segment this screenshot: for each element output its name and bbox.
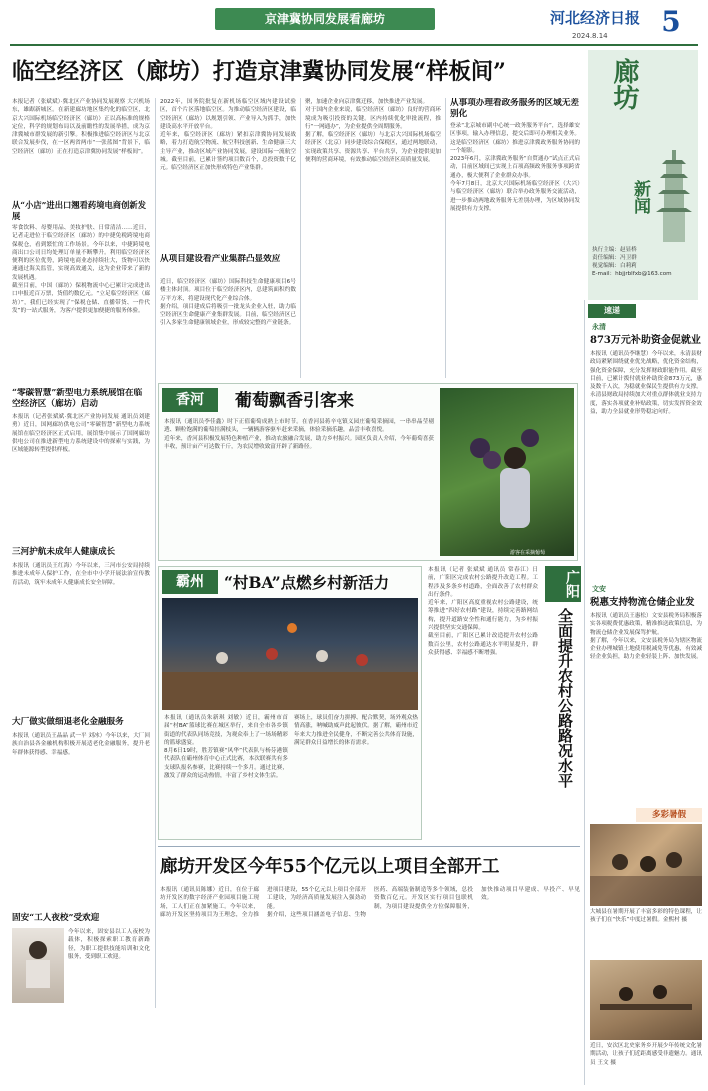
subhead-dachang: 大厂做实做细退老化金融服务 [12, 717, 124, 727]
night-school-photo [12, 928, 64, 1003]
col2-body: 2022年，国务院批复在新机场临空区域内建设试验区，首个片区落地临空区。为推动临空经济区建设，临空经济区（廊坊）以规划引领、产业导入为抓手，加快建设高水平开放平台。 近年来，临空经济区（廊坊）紧扣京津冀协同发展战略，着力打造航空物流、航空科技创新、生命健康三大主导产业，推动区域产业协同发展，建设国际一流航空城。截至目前，已累计签约项目数百个，总投资数千亿元。临空经济区正加快形成特色产业集群。 [160, 99, 296, 172]
col-divider-3 [445, 98, 446, 378]
right-item2-title: 税惠支持物流仓储企业发 [590, 597, 695, 608]
subhead-guan-night-school: 固安“工人夜校”受欢迎 [12, 913, 100, 923]
grape-photo-caption: 游客在采摘葡萄 [510, 550, 546, 556]
subhead-zero-carbon: “零碳智慧”新型电力系统展馆在临空经济区（廊坊）启动 [12, 388, 143, 409]
village-basketball-photo [162, 598, 418, 710]
bottom-body: 本报讯（通讯员陈娜）近日，在位于廊坊开发区的数字经济产业园项目施工现场，工人们正在加紧施工。今年以来，廊坊开发区坚持项目为王理念，全力推进项目建设，55个亿元以上项目全部开工建设，为经济高质量发展注入强劲动能。 据介绍，这些项目涵盖电子信息、生物医药、高端装备制造等多个领域，总投资数百亿元。开发区实行项目包联机制，为项目建设提供全方位保障服务，加快推动项目早建成、早投产、早见效。 [160, 887, 580, 918]
editor-line: E-mail：hbjjrblfxb@163.com [592, 271, 672, 277]
subhead-industrial-cluster: 从项目建设看产业集群凸显效应 [160, 254, 281, 264]
editor-line: 视觉编辑：白莉莉 [592, 263, 637, 269]
subhead-government-services: 从事项办理看政务服务的区域无差别化 [450, 98, 579, 119]
col1-body4: 本报讯（通讯员王晶晶 武一平 刘冰）今年以来，大厂回族自治县各金融机构积极开展适老化金融服务，提升老年群体获得感、幸福感。 [12, 733, 150, 756]
right-column-divider [584, 300, 585, 1085]
speed-label: 速递 [588, 304, 636, 318]
subhead-cross-border-ecommerce: 从“小店”进出口翘看药境电商创新发展 [12, 200, 146, 221]
page-headline: 临空经济区（廊坊）打造京津冀协同发展“样板间” [12, 59, 506, 85]
heritage-activity-photo [590, 960, 702, 1040]
editor-credits [592, 246, 696, 296]
subhead-sanhe: 三河护航未成年人健康成长 [12, 547, 116, 557]
guangyang-body: 本报讯（记者 张斌斌 通讯员 常春江）日前，广阳区完成农村公路提升改造工程。工程涉及多条乡村道路，全面改善了农村群众出行条件。 近年来，广阳区高度重视农村公路建设，统筹推进“四好农村路”建设，持续完善路网结构，提升道路安全性和通行能力，为乡村振兴提供坚实交通保障。 截至目前，广阳区已累计改造提升农村公路数百公里，农村公路通达水平明显提升，群众获得感、幸福感不断增强。 [428, 567, 538, 656]
guangyang-vertical-title: 全面提升农村公路路况水平 [556, 608, 574, 788]
bazhou-body: 本报讯（通讯员朱新琪 刘敏）近日，霸州市首届“村BA”篮球比赛在城区举行，来自全市各乡镇街道的代表队同场竞技，为观众奉上了一场场精彩的篮球盛宴。 8月6日19时，胜芳镇赛“风华”代表队与杨芬港镇代表队在霸州体育中心正式比赛，本次联赛共有多支球队报名参赛，比赛持续一个多月。通过比赛，激发了群众的运动热情，丰富了乡村文体生活。 [164, 715, 288, 780]
right-item1-body: 本报讯（通讯员李继慧）今年以来，永清县财政局紧紧围绕就业优先战略，优化资金结构，强化资金保障，充分发挥财政职能作用。截至目前，已累计拨付就业补助资金873万元，惠及数千人次，为稳就业保民生提供有力支撑。 永清县财政局持续加大对重点群体就业支持力度，落实各项就业补贴政策，切实发挥资金效益，助力全县就业形势稳定向好。 [590, 351, 702, 416]
pagoda-illustration [654, 150, 694, 242]
col2-body2: 近日，临空经济区（廊坊）国际科技生命健康项目6号楼主体封顶。项目位于临空经济区内，总建筑面积约数万平方米，将建设现代化产业综合体。 据介绍，项目建成后将吸引一批龙头企业入驻，助力临空经济区生命健康产业集群发展。目前，临空经济区已引入多家生命健康领域企业，形成较完整的产业链条。 [160, 279, 296, 327]
editor-line: 执行主编：赵显桥 [592, 247, 637, 253]
heritage-activity-caption: 近日，安次区北史家务乡开展少年传统文化暑期活动，让孩子们近距离感受非遗魅力。通讯员 王文 摄 [590, 1043, 702, 1066]
xianghe-tag: 香河 [162, 388, 218, 412]
xianghe-title: 葡萄飘香引客来 [235, 391, 354, 411]
section-title-langfang: 廊坊 [609, 58, 639, 110]
col1-body2: 本报讯（记者张斌斌·冀北区产业协同发展 通讯员刘建勇）近日，国网廊坊供电公司“零碳智慧”新型电力系统展馆在临空经济区正式启用，展馆集中展示了国网廊坊供电公司在推进新型电力系统建设中的探索与实践，为区域能源转型提供样板。 [12, 414, 150, 454]
issue-date: 2024.8.14 [572, 32, 608, 40]
lead-paragraph: 本报记者（张斌斌）·冀北区产业协同发展观察 大兴机场东，雄踞新城区。在新建廊坊地区集约化的临空区，北京大兴国际机场临空经济区（廊坊）正以高标准的规格定位，科学的规划布局以及前瞻性的发展举措，成为京津冀城市群发展的新引擎。积极推进临空经济区与北京联合发展步伐，在一区两省两市“一张蓝图”背景下，临空经济区（廊坊）正在打造京津冀协同发展“样板间”。 [12, 99, 150, 155]
right-item3-title: 多彩暑假 [636, 808, 702, 822]
bottom-story-rule [158, 846, 580, 847]
bazhou-body2: 赛场上，球员们奋力拼搏、配合默契，场外观众热情高涨，呐喊助威声此起彼伏。据了解，霸州市近年来大力推进全民健身，不断完善公共体育设施，满足群众日益增长的体育需求。 [294, 715, 418, 746]
col1-body3: 本报讯（通讯员王红海）今年以来，三河市公安局持续推进未成年人保护工作，在全市中小学开展法治宣传教育活动，筑牢未成年人健康成长安全屏障。 [12, 563, 150, 586]
xianghe-body: 本报讯（通讯员李佳鑫）时下正值葡萄成熟上市时节。在香河县蒋辛屯镇义园庄葡萄采摘园，一串串晶莹剔透、颗粒饱满的葡萄挂满枝头，一辆辆游客驱车赶来采摘，体验采摘乐趣，品尝丰收喜悦。 近年来，香河县积极发展特色种植产业，推动农旅融合发展，助力乡村振兴。园区负责人介绍，今年葡萄喜获丰收，预计亩产可达数千斤，为农民增收致富开辟了新路径。 [164, 419, 434, 450]
col1-body5: 今年以来，固安县以工人夜校为载体，积极探索职工教育新路径，为职工提供技能培训和文化服务，受到职工欢迎。 [68, 929, 150, 960]
col1-body: 零食饮料、母婴用品、美妆护肤、日常清洁……近日，记者走进位于临空经济区（廊坊）的中捷免税跨境电商保税仓，看到繁忙的工作场景。今年以来，中捷跨境电商出口公司日均处理订单量不断攀升。利用临空经济区便利的区位优势，跨境电商业态持续壮大，货物可以快速通过海关监管，实现高效通关，这为企业带来了新的发展机遇。 截至目前，中国（廊坊）保税物流中心已累计完成进出口申报近百万票，货值约数亿元。“立足临空经济区（廊坊）”，我们已经实现了“保税仓储、直播带货、一件代发”的一站式服务，为客户提供更加便捷的服务体验。 [12, 225, 150, 314]
editor-line: 责任编辑：冯卫群 [592, 255, 637, 261]
paper-name-logo: 河北经济日报 [550, 9, 641, 27]
col-divider-1 [155, 98, 156, 1008]
grape-picking-photo [440, 388, 574, 556]
section-vertical-tag [588, 50, 698, 300]
col4-body: 登录“北京城市副中心统一政务服务平台”，选择雄安区事项，输入办理信息，提交后即可办理相关业务。这是临空经济区（廊坊）推进京津冀政务服务协同的一个缩影。 2023年6月，京津冀政务服务“自贸通办”试点正式启动，目前区域间已实现上百项高频政务服务事项跨省通办，极大便利了企业群众办事。 今年7月8日，北京大兴国际机场临空经济区（大兴）与临空经济区（廊坊）联合举办政务服务交流活动，进一步推动两地政务服务无差别办理，为区域协同发展提供有力支撑。 [450, 123, 580, 212]
right-item1-tag: 永清 [592, 323, 606, 331]
bottom-headline: 廊坊开发区今年55个亿元以上项目全部开工 [160, 857, 500, 877]
right-item2-tag: 文安 [592, 585, 606, 593]
page-number: 5 [661, 5, 681, 38]
section-title-news: 新闻 [630, 180, 650, 214]
col3-body: 聚，加速企业向京津冀迁移，加快推进产业发展。 对于国内企业来说，临空经济区（廊坊）良好的营商环境成为吸引投资的关键。区内持续优化审批流程，推行“一网通办”，为企业提供全周期服务。 据了解，临空经济区（廊坊）与北京大兴国际机场临空经济区（北京）同步建设综合保税区，通过两地联动，实现政策共享、资源共享、平台共享，为企业提供更加便利的营商环境，有效推动临空经济区高质量发展。 [305, 99, 441, 164]
col-divider-2 [300, 98, 301, 378]
guangyang-tag: 广阳 [545, 566, 581, 602]
right-item1-title: 873万元补助资金促就业 [590, 335, 701, 346]
bazhou-tag: 霸州 [162, 570, 218, 594]
summer-activity-caption: 大城县在暑期开展了丰富多彩的特色课程，让孩子们在“快乐”中度过暑假。金熙村 摄 [590, 909, 702, 924]
masthead-rule [10, 44, 698, 46]
bazhou-title: “村BA”点燃乡村新活力 [224, 573, 390, 592]
right-item2-body: 本报讯（通讯员王惠松）文安县税务局积极落实各项税费优惠政策，精准推送政策信息，为物流仓储企业发展保驾护航。 据了解，今年以来，文安县税务局为辖区物流企业办理城镇土地使用税减免等优惠，有效减轻企业负担，助力企业轻装上阵、加快发展。 [590, 613, 702, 661]
section-banner: 京津冀协同发展看廊坊 [215, 8, 435, 30]
summer-activity-photo [590, 824, 702, 906]
